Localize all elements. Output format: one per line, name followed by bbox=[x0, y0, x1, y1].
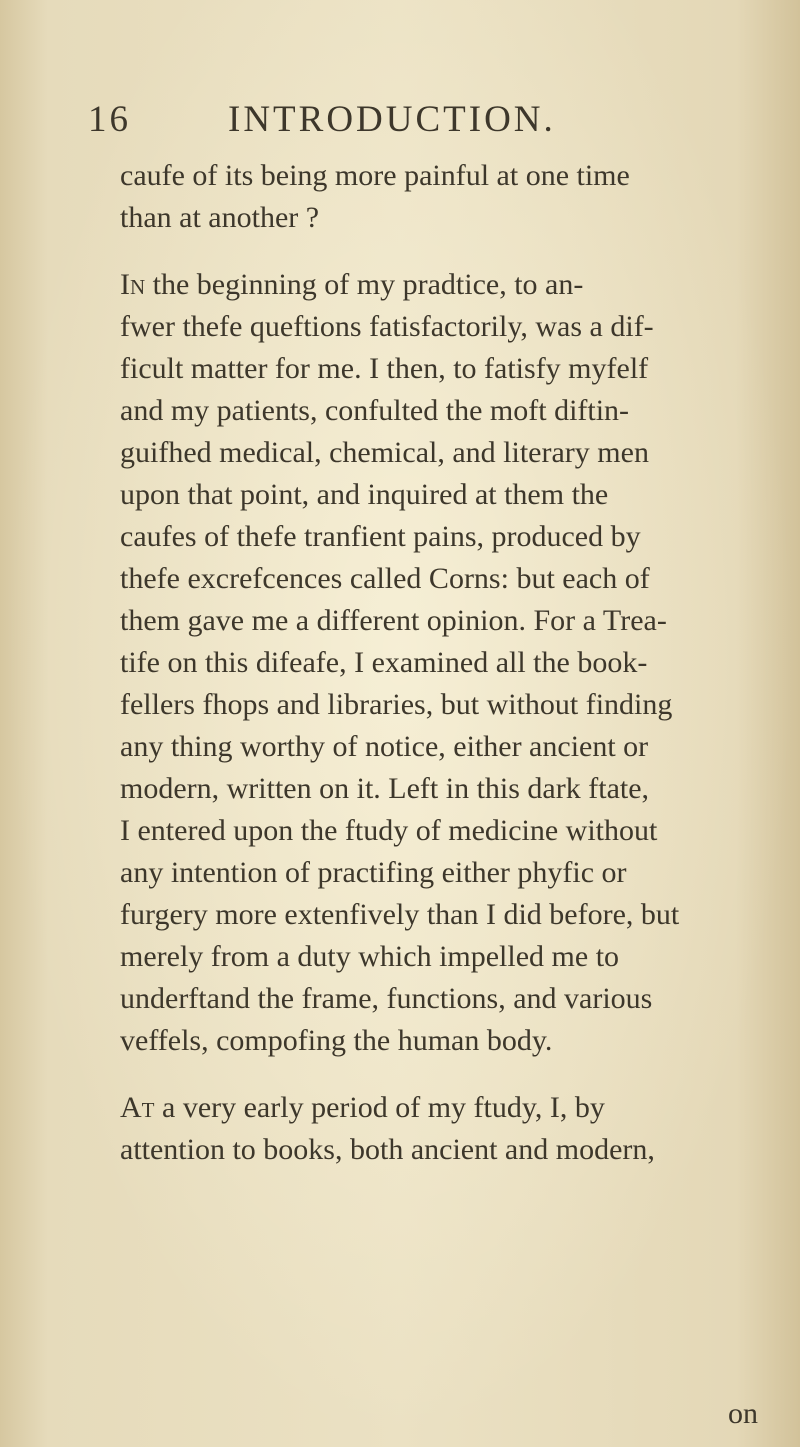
page-header bbox=[88, 96, 728, 144]
text-line: and my patients, confulted the moft diftin- bbox=[120, 394, 630, 427]
text-line: modern, written on it. Left in this dark ftate, bbox=[120, 772, 650, 805]
text-line: guifhed medical, chemical, and literary men bbox=[120, 436, 649, 469]
text-line-rest: the beginning of my pradtice, to an- bbox=[145, 268, 584, 301]
text-line: fwer thefe queftions fatisfactorily, was a dif- bbox=[120, 310, 654, 343]
text-line: them gave me a different opinion. For a Trea- bbox=[120, 604, 667, 637]
running-head: INTRODUCTION. bbox=[228, 99, 556, 140]
text-line: tife on this difeafe, I examined all the book- bbox=[120, 646, 648, 679]
text-line: underftand the frame, functions, and various bbox=[120, 982, 653, 1015]
text-line: than at another ? bbox=[120, 201, 320, 234]
paragraph-first-line bbox=[120, 1087, 800, 1129]
paragraph-gap bbox=[120, 1062, 800, 1087]
paragraph-lead: At bbox=[120, 1091, 155, 1124]
catchword: on bbox=[728, 1397, 758, 1430]
text-line: ficult matter for me. I then, to fatisfy myfelf bbox=[120, 352, 649, 385]
text-line: attention to books, both ancient and modern, bbox=[120, 1133, 655, 1166]
page-number: 16 bbox=[88, 99, 131, 140]
body-text bbox=[120, 155, 800, 1171]
text-line: merely from a duty which impelled me to bbox=[120, 940, 620, 973]
text-line: veffels, compofing the human body. bbox=[120, 1024, 553, 1057]
paragraph-first-line bbox=[120, 264, 800, 306]
text-line: furgery more extenfively than I did before, but bbox=[120, 898, 680, 931]
text-line: fellers fhops and libraries, but without finding bbox=[120, 688, 673, 721]
text-line: any intention of practifing either phyfic or bbox=[120, 856, 627, 889]
paragraph-gap bbox=[120, 239, 800, 264]
text-line: thefe excrefcences called Corns: but each of bbox=[120, 562, 650, 595]
text-line: upon that point, and inquired at them the bbox=[120, 478, 609, 511]
text-line: I entered upon the ftudy of medicine without bbox=[120, 814, 658, 847]
text-line: caufe of its being more painful at one time bbox=[120, 159, 630, 192]
text-line: any thing worthy of notice, either ancient or bbox=[120, 730, 649, 763]
paragraph-lead: In bbox=[120, 268, 146, 301]
text-line: caufes of thefe tranfient pains, produced by bbox=[120, 520, 641, 553]
text-line-rest: a very early period of my ftudy, I, by bbox=[154, 1091, 605, 1124]
